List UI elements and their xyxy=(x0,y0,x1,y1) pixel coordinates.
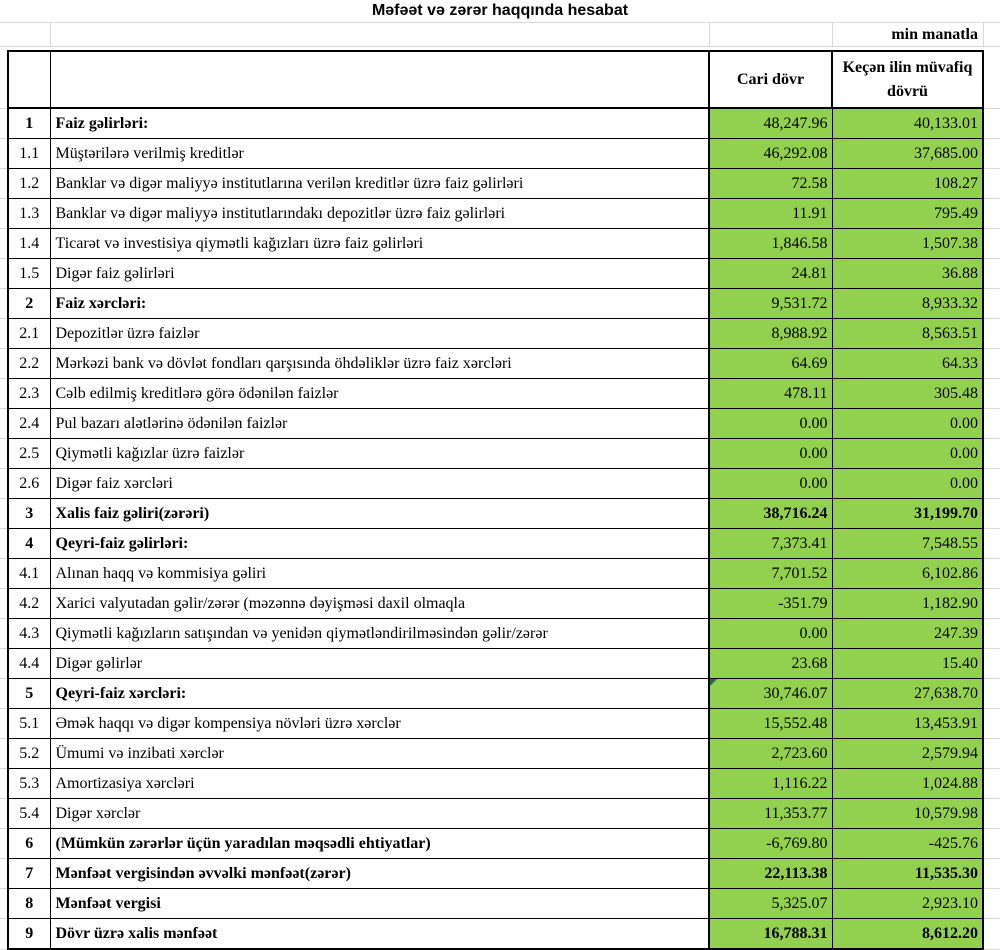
row-label: Cəlb edilmiş kreditlərə görə ödənilən faizlər xyxy=(50,379,709,409)
left-gutter xyxy=(0,319,8,349)
right-gutter xyxy=(983,229,1000,259)
row-number: 6 xyxy=(8,829,50,859)
row-label: Ticarət və investisiya qiymətli kağızları üzrə faiz gəlirləri xyxy=(50,229,709,259)
table-row xyxy=(0,169,1000,199)
table-row xyxy=(0,769,1000,799)
current-period-value: 1,116.22 xyxy=(709,769,832,799)
left-gutter xyxy=(0,259,8,289)
left-gutter xyxy=(0,619,8,649)
row-number: 1.3 xyxy=(8,199,50,229)
right-gutter xyxy=(983,619,1000,649)
row-number: 8 xyxy=(8,889,50,919)
row-number: 4.2 xyxy=(8,589,50,619)
row-number: 2.2 xyxy=(8,349,50,379)
table-row xyxy=(0,559,1000,589)
current-period-value: 30,746.07 xyxy=(709,679,832,709)
right-gutter xyxy=(983,649,1000,679)
row-number: 2 xyxy=(8,289,50,319)
unit-row xyxy=(0,23,1000,47)
left-gutter xyxy=(0,919,8,950)
table-row xyxy=(0,619,1000,649)
right-gutter xyxy=(983,859,1000,889)
row-number: 5.1 xyxy=(8,709,50,739)
current-period-value: 46,292.08 xyxy=(709,139,832,169)
right-gutter xyxy=(983,169,1000,199)
current-period-value: 0.00 xyxy=(709,619,832,649)
row-label: Müştərilərə verilmiş kreditlər xyxy=(50,139,709,169)
row-label: Digər xərclər xyxy=(50,799,709,829)
previous-period-value: 6,102.86 xyxy=(832,559,983,589)
row-number: 7 xyxy=(8,859,50,889)
gridline xyxy=(983,23,984,47)
left-gutter xyxy=(0,769,8,799)
current-period-value: 7,701.52 xyxy=(709,559,832,589)
left-gutter xyxy=(0,889,8,919)
row-number: 2.5 xyxy=(8,439,50,469)
row-number: 3 xyxy=(8,499,50,529)
current-period-value: 8,988.92 xyxy=(709,319,832,349)
right-gutter xyxy=(983,589,1000,619)
current-period-value: 22,113.38 xyxy=(709,859,832,889)
report-title: Məfəət və zərər haqqında hesabat xyxy=(0,0,1000,23)
left-gutter xyxy=(0,51,8,108)
row-number: 5.3 xyxy=(8,769,50,799)
row-label: Xarici valyutadan gəlir/zərər (məzənnə dəyişməsi daxil olmaqla xyxy=(50,589,709,619)
current-period-value: 2,723.60 xyxy=(709,739,832,769)
right-gutter xyxy=(983,379,1000,409)
table-row xyxy=(0,919,1000,950)
previous-period-value: 8,612.20 xyxy=(832,919,983,950)
left-gutter xyxy=(0,649,8,679)
right-gutter xyxy=(983,919,1000,950)
current-period-value: -351.79 xyxy=(709,589,832,619)
table-row xyxy=(0,289,1000,319)
right-gutter xyxy=(983,51,1000,108)
current-period-value: 7,373.41 xyxy=(709,529,832,559)
table-row xyxy=(0,859,1000,889)
table-row xyxy=(0,709,1000,739)
table-row xyxy=(0,379,1000,409)
previous-period-value: 0.00 xyxy=(832,409,983,439)
table-row xyxy=(0,199,1000,229)
right-gutter xyxy=(983,829,1000,859)
left-gutter xyxy=(0,289,8,319)
row-label: Depozitlər üzrə faizlər xyxy=(50,319,709,349)
right-gutter xyxy=(983,439,1000,469)
row-label: Banklar və digər maliyyə institutlarındakı depozitlər üzrə faiz gəlirləri xyxy=(50,199,709,229)
current-period-value: 478.11 xyxy=(709,379,832,409)
current-period-value: 15,552.48 xyxy=(709,709,832,739)
row-number: 1.5 xyxy=(8,259,50,289)
table-row xyxy=(0,799,1000,829)
row-label: Qeyri-faiz gəlirləri: xyxy=(50,529,709,559)
right-gutter xyxy=(983,499,1000,529)
unit-label: min manatla xyxy=(891,26,978,43)
table-row xyxy=(0,589,1000,619)
previous-period-value: 1,182.90 xyxy=(832,589,983,619)
previous-period-value: 2,923.10 xyxy=(832,889,983,919)
header-label-cell xyxy=(50,51,709,108)
right-gutter xyxy=(983,259,1000,289)
left-gutter xyxy=(0,108,8,139)
right-gutter xyxy=(983,889,1000,919)
header-row xyxy=(0,51,1000,108)
previous-period-value: 27,638.70 xyxy=(832,679,983,709)
current-period-value: -6,769.80 xyxy=(709,829,832,859)
previous-period-value: 795.49 xyxy=(832,199,983,229)
right-gutter xyxy=(983,709,1000,739)
row-number: 4 xyxy=(8,529,50,559)
row-number: 1 xyxy=(8,108,50,139)
row-label: Banklar və digər maliyyə institutlarına verilən kreditlər üzrə faiz gəlirləri xyxy=(50,169,709,199)
previous-period-value: 15.40 xyxy=(832,649,983,679)
row-label: Faiz gəlirləri: xyxy=(50,108,709,139)
left-gutter xyxy=(0,439,8,469)
row-label: Qeyri-faiz xərcləri: xyxy=(50,679,709,709)
row-number: 2.4 xyxy=(8,409,50,439)
row-label: Digər faiz xərcləri xyxy=(50,469,709,499)
previous-period-value: 2,579.94 xyxy=(832,739,983,769)
current-period-value: 24.81 xyxy=(709,259,832,289)
table-row xyxy=(0,319,1000,349)
header-current-period: Cari dövr xyxy=(709,51,832,108)
right-gutter xyxy=(983,799,1000,829)
right-gutter xyxy=(983,769,1000,799)
left-gutter xyxy=(0,409,8,439)
right-gutter xyxy=(983,349,1000,379)
row-label: Xalis faiz gəliri(zərəri) xyxy=(50,499,709,529)
row-label: Qiymətli kağızlar üzrə faizlər xyxy=(50,439,709,469)
error-indicator-icon xyxy=(710,679,717,686)
left-gutter xyxy=(0,499,8,529)
previous-period-value: 7,548.55 xyxy=(832,529,983,559)
row-number: 1.2 xyxy=(8,169,50,199)
table-row xyxy=(0,108,1000,139)
current-period-value: 0.00 xyxy=(709,439,832,469)
left-gutter xyxy=(0,559,8,589)
row-number: 5.4 xyxy=(8,799,50,829)
current-period-value: 5,325.07 xyxy=(709,889,832,919)
current-period-value: 9,531.72 xyxy=(709,289,832,319)
previous-period-value: 10,579.98 xyxy=(832,799,983,829)
header-number-cell xyxy=(8,51,50,108)
table-row xyxy=(0,349,1000,379)
right-gutter xyxy=(983,559,1000,589)
previous-period-value: 11,535.30 xyxy=(832,859,983,889)
row-label: Əmək haqqı və digər kompensiya növləri üzrə xərclər xyxy=(50,709,709,739)
table-row xyxy=(0,439,1000,469)
previous-period-value: 31,199.70 xyxy=(832,499,983,529)
right-gutter xyxy=(983,289,1000,319)
gridline xyxy=(832,23,833,47)
left-gutter xyxy=(0,229,8,259)
previous-period-value: 0.00 xyxy=(832,439,983,469)
right-gutter xyxy=(983,108,1000,139)
gridline xyxy=(50,23,51,47)
row-number: 1.1 xyxy=(8,139,50,169)
row-number: 2.3 xyxy=(8,379,50,409)
row-label: Ümumi və inzibati xərclər xyxy=(50,739,709,769)
previous-period-value: 247.39 xyxy=(832,619,983,649)
left-gutter xyxy=(0,199,8,229)
row-number: 4.1 xyxy=(8,559,50,589)
table-row xyxy=(0,499,1000,529)
row-label: Dövr üzrə xalis mənfəət xyxy=(50,919,709,950)
left-gutter xyxy=(0,169,8,199)
row-number: 4.3 xyxy=(8,619,50,649)
row-label: Digər faiz gəlirləri xyxy=(50,259,709,289)
table-row xyxy=(0,259,1000,289)
row-label: Digər gəlirlər xyxy=(50,649,709,679)
row-label: Alınan haqq və kommisiya gəliri xyxy=(50,559,709,589)
row-number: 9 xyxy=(8,919,50,950)
row-label: (Mümkün zərərlər üçün yaradılan məqsədli ehtiyatlar) xyxy=(50,829,709,859)
left-gutter xyxy=(0,859,8,889)
right-gutter xyxy=(983,529,1000,559)
table-row xyxy=(0,409,1000,439)
table-row xyxy=(0,139,1000,169)
current-period-value: 0.00 xyxy=(709,409,832,439)
row-number: 4.4 xyxy=(8,649,50,679)
current-period-value: 0.00 xyxy=(709,469,832,499)
row-number: 5 xyxy=(8,679,50,709)
table-body xyxy=(0,108,1000,949)
table-row xyxy=(0,469,1000,499)
header-previous-period: Keçən ilin müvafiq dövrü xyxy=(832,51,983,108)
left-gutter xyxy=(0,139,8,169)
previous-period-value: 1,024.88 xyxy=(832,769,983,799)
row-number: 2.1 xyxy=(8,319,50,349)
table-row xyxy=(0,229,1000,259)
previous-period-value: 40,133.01 xyxy=(832,108,983,139)
left-gutter xyxy=(0,349,8,379)
left-gutter xyxy=(0,709,8,739)
right-gutter xyxy=(983,469,1000,499)
table-row xyxy=(0,739,1000,769)
current-period-value: 1,846.58 xyxy=(709,229,832,259)
previous-period-value: 8,933.32 xyxy=(832,289,983,319)
row-label: Qiymətli kağızların satışından və yenidən qiymətləndirilməsindən gəlir/zərər xyxy=(50,619,709,649)
previous-period-value: 13,453.91 xyxy=(832,709,983,739)
table-row xyxy=(0,649,1000,679)
current-period-value: 23.68 xyxy=(709,649,832,679)
previous-period-value: 1,507.38 xyxy=(832,229,983,259)
right-gutter xyxy=(983,679,1000,709)
current-period-value: 11.91 xyxy=(709,199,832,229)
row-label: Faiz xərcləri: xyxy=(50,289,709,319)
row-label: Mərkəzi bank və dövlət fondları qarşısında öhdəliklər üzrə faiz xərcləri xyxy=(50,349,709,379)
table-row xyxy=(0,529,1000,559)
right-gutter xyxy=(983,139,1000,169)
right-gutter xyxy=(983,739,1000,769)
table-row xyxy=(0,889,1000,919)
left-gutter xyxy=(0,739,8,769)
previous-period-value: 108.27 xyxy=(832,169,983,199)
row-number: 1.4 xyxy=(8,229,50,259)
previous-period-value: 8,563.51 xyxy=(832,319,983,349)
row-label: Amortizasiya xərcləri xyxy=(50,769,709,799)
profit-loss-table xyxy=(0,50,1000,950)
table-row xyxy=(0,829,1000,859)
left-gutter xyxy=(0,799,8,829)
right-gutter xyxy=(983,199,1000,229)
right-gutter xyxy=(983,319,1000,349)
previous-period-value: 36.88 xyxy=(832,259,983,289)
current-period-value: 48,247.96 xyxy=(709,108,832,139)
current-period-value: 11,353.77 xyxy=(709,799,832,829)
row-label: Mənfəət vergisi xyxy=(50,889,709,919)
current-period-value: 38,716.24 xyxy=(709,499,832,529)
left-gutter xyxy=(0,469,8,499)
current-period-value: 64.69 xyxy=(709,349,832,379)
previous-period-value: 37,685.00 xyxy=(832,139,983,169)
current-period-value: 72.58 xyxy=(709,169,832,199)
row-label: Mənfəət vergisindən əvvəlki mənfəət(zərər) xyxy=(50,859,709,889)
left-gutter xyxy=(0,379,8,409)
row-label: Pul bazarı alətlərinə ödənilən faizlər xyxy=(50,409,709,439)
previous-period-value: 64.33 xyxy=(832,349,983,379)
table-row xyxy=(0,679,1000,709)
row-number: 2.6 xyxy=(8,469,50,499)
gridline xyxy=(709,23,710,47)
previous-period-value: -425.76 xyxy=(832,829,983,859)
previous-period-value: 305.48 xyxy=(832,379,983,409)
previous-period-value: 0.00 xyxy=(832,469,983,499)
left-gutter xyxy=(0,529,8,559)
left-gutter xyxy=(0,589,8,619)
left-gutter xyxy=(0,829,8,859)
current-period-value: 16,788.31 xyxy=(709,919,832,950)
row-number: 5.2 xyxy=(8,739,50,769)
left-gutter xyxy=(0,679,8,709)
right-gutter xyxy=(983,409,1000,439)
